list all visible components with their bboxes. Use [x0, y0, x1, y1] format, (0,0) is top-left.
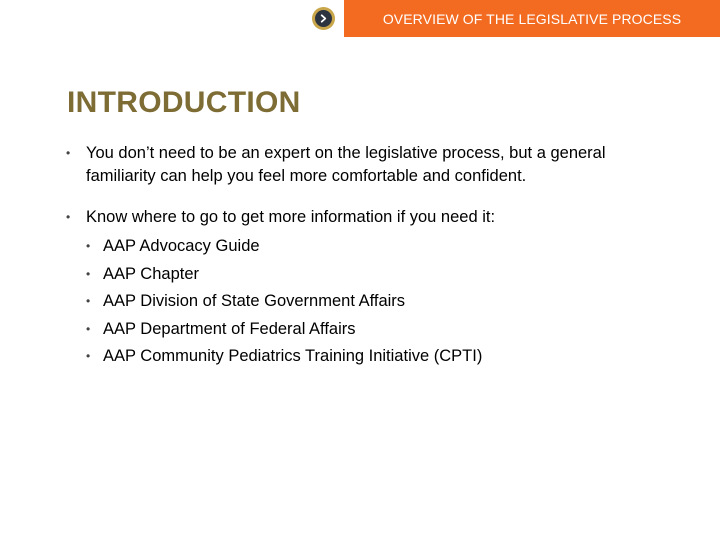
sub-list	[86, 233, 676, 371]
sub-bullet-marker: •	[86, 349, 91, 363]
sub-bullet-text: AAP Division of State Government Affairs	[103, 292, 406, 310]
sub-bullet-marker: •	[86, 294, 91, 308]
bullet-item	[66, 142, 676, 188]
sub-bullet-item	[86, 343, 676, 371]
sub-bullet-text: AAP Advocacy Guide	[103, 237, 260, 255]
sub-bullet-marker: •	[86, 266, 91, 281]
sub-bullet-text: AAP Department of Federal Affairs	[103, 319, 356, 338]
slide-title: INTRODUCTION	[67, 86, 301, 119]
slide-content	[66, 142, 676, 383]
sub-bullet-item	[86, 233, 676, 261]
sub-bullet-item	[86, 261, 676, 289]
sub-bullet-item	[86, 316, 676, 344]
bullet-text: You don’t need to be an expert on the legislative process, but a general familiarity can help you feel more comfortable and confident.	[86, 144, 606, 185]
header-title: OVERVIEW OF THE LEGISLATIVE PROCESS	[382, 10, 682, 27]
bullet-marker: •	[66, 210, 71, 224]
sub-bullet-text: AAP Chapter	[103, 264, 200, 283]
bullet-item	[66, 206, 676, 371]
bullet-marker: •	[66, 146, 71, 160]
sub-bullet-marker: •	[86, 239, 91, 253]
chevron-right-circle-icon[interactable]	[312, 7, 335, 30]
sub-bullet-text: AAP Community Pediatrics Training Initiative (CPTI)	[103, 347, 483, 365]
header-bar	[344, 0, 720, 37]
sub-bullet-item	[86, 288, 676, 316]
sub-bullet-marker: •	[86, 321, 91, 336]
bullet-text: Know where to go to get more information if you need it:	[86, 208, 496, 226]
